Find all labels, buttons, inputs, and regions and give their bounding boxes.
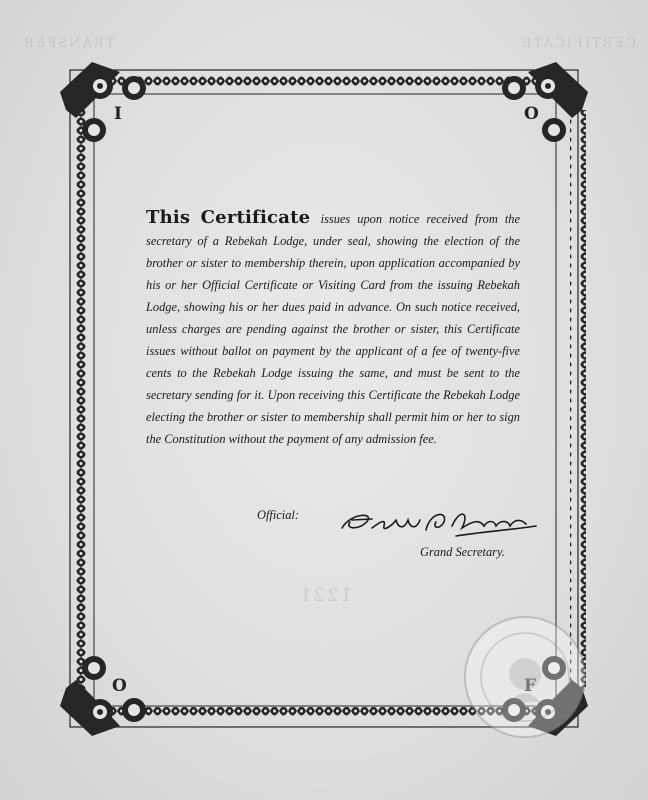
signer-title: Grand Secretary.: [420, 545, 505, 559]
show-through-right-caption: CERTIFICATE: [520, 36, 636, 51]
corner-letter-top-right: O: [524, 104, 539, 124]
embossed-seal: [460, 612, 590, 742]
border-top-band: [100, 74, 548, 90]
corner-letter-top-left: I: [114, 104, 122, 124]
show-through-number: 1221: [298, 585, 352, 606]
official-label: Official:: [257, 508, 299, 522]
certificate-text: [146, 207, 520, 451]
certificate-lead: This Certificate: [146, 207, 321, 228]
corner-ornament-bottom-left: [60, 656, 146, 736]
certificate-body: issues upon notice received from the secretary of a Rebekah Lodge, under seal, showing the election of the brother or sister to membership therein, upon application accompanied by his or her Official Certificate or Visiting Card from the issuing Rebekah Lodge, showing his or her dues paid in advance. On such notice received, unless charges are pending against the brother or sister, this Certificate issues without ballot on payment by the applicant of a fee of twenty-five cents to the Rebekah Lodge issuing the same, and must be sent to the secretary sending for it. Upon receiving this Certificate the Rebekah Lodge electing the brother or sister to membership shall permit him or her to sign the Constitution without the payment of any admission fee.: [146, 212, 520, 447]
corner-letter-bottom-left: O: [112, 676, 127, 696]
border-left-band: [74, 110, 90, 690]
show-through-left-caption: TRANSFER: [22, 36, 115, 51]
signature-scrawl: [342, 514, 536, 536]
